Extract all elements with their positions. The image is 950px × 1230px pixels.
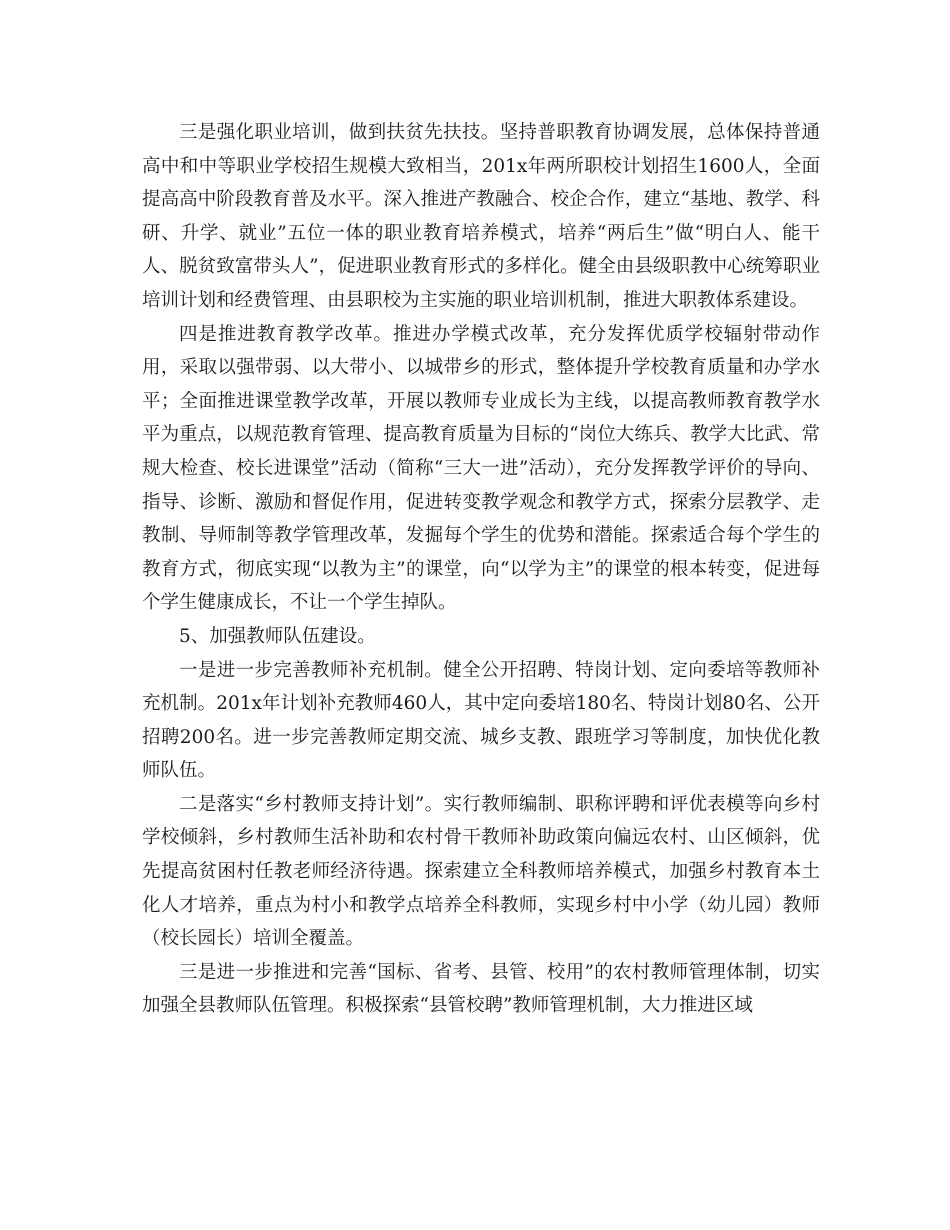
paragraph-teacher-supplement: 一是进一步完善教师补充机制。健全公开招聘、特岗计划、定向委培等教师补充机制。201x年计划补充教师460人，其中定向委培180名、特岗计划80名、公开招聘200名。进一步完善教师定期交流、城乡支教、跟班学习等制度，加快优化教师队伍。 [142, 659, 820, 782]
paragraph-teacher-management: 三是进一步推进和完善“国标、省考、县管、校用”的农村教师管理体制，切实加强全县教师队伍管理。积极探索“县管校聘”教师管理机制，大力推进区域 [142, 961, 820, 1017]
document-page [142, 116, 820, 1023]
paragraph-vocational-training: 三是强化职业培训，做到扶贫先扶技。坚持普职教育协调发展，总体保持普通高中和中等职业学校招生规模大致相当，201x年两所职校计划招生1600人，全面提高高中阶段教育普及水平。深入推进产教融合、校企合作，建立“基地、教学、科研、升学、就业”五位一体的职业教育培养模式，培养“两后生”做“明白人、能干人、脱贫致富带头人”，促进职业教育形式的多样化。健全由县级职教中心统筹职业培训计划和经费管理、由县职校为主实施的职业培训机制，推进大职教体系建设。 [142, 122, 820, 311]
paragraph-teaching-reform: 四是推进教育教学改革。推进办学模式改革，充分发挥优质学校辐射带动作用，采取以强带弱、以大带小、以城带乡的形式，整体提升学校教育质量和办学水平；全面推进课堂教学改革，开展以教师专业成长为主线，以提高教师教育教学水平为重点，以规范教育管理、提高教育质量为目标的“岗位大练兵、教学大比武、常规大检查、校长进课堂”活动（简称“三大一进”活动），充分发挥教学评价的导向、指导、诊断、激励和督促作用，促进转变教学观念和教学方式，探索分层教学、走教制、导师制等教学管理改革，发掘每个学生的优势和潜能。探索适合每个学生的教育方式，彻底实现“以教为主”的课堂，向“以学为主”的课堂的根本转变，促进每个学生健康成长，不让一个学生掉队。 [142, 323, 820, 614]
section-heading-teacher-team: 5、加强教师队伍建设。 [179, 625, 376, 647]
paragraph-rural-teacher-support: 二是落实“乡村教师支持计划”。实行教师编制、职称评聘和评优表模等向乡村学校倾斜，乡村教师生活补助和农村骨干教师补助政策向偏远农村、山区倾斜，优先提高贫困村任教老师经济待遇。探索建立全科教师培养模式，加强乡村教育本土化人才培养，重点为村小和教学点培养全科教师，实现乡村中小学（幼儿园）教师（校长园长）培训全覆盖。 [142, 793, 820, 950]
